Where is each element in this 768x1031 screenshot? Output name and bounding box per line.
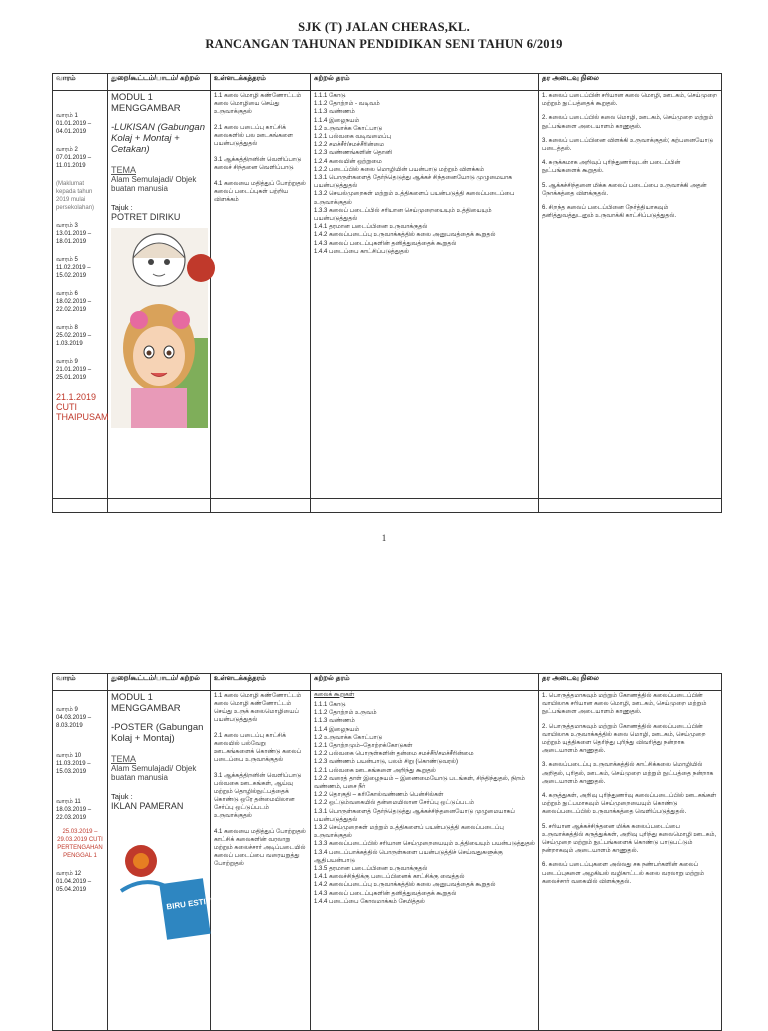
week-entry: வாரம் 9 04.03.2019 – 8.03.2019 bbox=[56, 707, 92, 729]
topic-value: IKLAN PAMERAN bbox=[111, 801, 184, 811]
learning-cell bbox=[311, 691, 539, 1031]
learning-item: 1.4.1 கலைச்சிந்திக்கு படைப்பினைக் காட்சிக்கு வைத்தல் bbox=[314, 874, 465, 881]
level-item: 3. கலைப் படைப்பினை விளக்கி உருவாக்குதல்; கற்பனையோடு படைத்தல். bbox=[542, 137, 713, 153]
level-item: 1. கலைப் படைப்பின் சரியான கலை மொழி, ஊடகம், செய்முறை மற்றும் நுட்பத்தைக் கூறுதல். bbox=[542, 93, 717, 108]
week-entry: வாரம் 10 11.03.2019 – 15.03.2019 bbox=[56, 753, 91, 775]
col-standard: உள்ளடக்கத்தரம் bbox=[211, 74, 311, 91]
learning-item: 1.4.2 கலைப்படைப்பு உருவாக்கத்தில் கலை அனுபவத்தைக் கூறுதல் bbox=[314, 882, 496, 889]
col-week: வாரம் bbox=[53, 674, 108, 691]
module-title: MODUL 1 MENGGAMBAR bbox=[111, 92, 181, 114]
learning-item: 1.3.5 தரமான படைப்பினை உருவாக்குதல் bbox=[314, 866, 428, 873]
learning-item: 1.4.2 கலைப்படைப்பு உருவாக்கத்தில் கலை அனுபவத்தைக் கூறுதல் bbox=[314, 232, 496, 239]
learning-item: 1.4.3 கலைப் படைப்புகளின் தனித்துவத்தைக் கூறுதல் bbox=[314, 240, 457, 247]
learning-item: 1.1.2 தோற்றம் உருவம் bbox=[314, 710, 377, 717]
learning-item: 1.2.1 தோற்றமும்–தோற்றக்கோடுகள் bbox=[314, 743, 413, 750]
module-subtitle: -LUKISAN (Gabungan Kolaj + Montaj + Cetakan) bbox=[111, 122, 205, 155]
week-cell bbox=[53, 691, 108, 1031]
col-unit: துறை/கூட்டம்/பாடம்/ கற்றல் bbox=[108, 74, 211, 91]
unit-cell bbox=[108, 91, 211, 499]
learning-item: 1.1.4 இழைநயம் bbox=[314, 117, 360, 124]
standard-item: 1.1 கலை மொழி கண்ணோட்டம் கலை மொழி கண்ணோட்டம் செய்து உருக் கலைமொழியைப் பயன்படுத்துதல் bbox=[214, 693, 302, 723]
school-title: SJK (T) JALAN CHERAS,KL. bbox=[298, 20, 470, 34]
standard-item: 3.1 ஆக்கத்திறனின் வெளிப்பாடு பல்வகை ஊடகங்கள், ஆய்வு மற்றும் தொழில்நுட்பத்தைக் கொண்டு ஒரே தன்மையிலான சேர்ப்பு ஒட்டுப்படம் உருவாக்குதல் bbox=[214, 773, 302, 819]
standard-item: 3.1 ஆக்கத்திறனின் வெளிப்பாடு கலைச் சிந்தனை வெளிப்பாடு bbox=[214, 157, 302, 171]
standard-item: 2.1 கலை படைப்பு காட்சிக் கலைகளில் பல ஊடகங்களை பயன்படுத்துதல் bbox=[214, 125, 294, 147]
learning-item: 1.2.2 தொகுதி – கரிகோல்வண்ணம் பென்சில்கள் bbox=[314, 792, 444, 799]
learning-item: 1.2.3 வண்ணங்களின் தொனி bbox=[314, 150, 393, 157]
learning-item: 1.3.1 பொருள்களைத் தேர்ந்தெடுத்து ஆக்கச் சிந்தனையோடு முழுமையாக பயன்படுத்துதல் bbox=[314, 175, 513, 190]
learning-item: 1.2.2 பல்வகை பொருள்களின் தன்மை சமச்சீர்/சமச்சீரின்மை bbox=[314, 751, 474, 758]
table-header-row bbox=[53, 74, 722, 91]
unit-cell bbox=[108, 691, 242, 1031]
col-week: வாரம் bbox=[53, 74, 108, 91]
holiday-note: 25.03.2019 – 29.03.2019 CUTI PERTENGAHAN PENGGAL 1 bbox=[57, 829, 103, 859]
learning-item: 1.3.3 கலைப்படைப்பில் சரியான செய்முறையையும் உத்தியையும் பயன்படுத்துதல் bbox=[314, 841, 535, 848]
week-entry: வாரம் 1 01.01.2019 – 04.01.2019 bbox=[56, 113, 92, 135]
learning-item: 1.2.3 வண்ணம் பயன்பாடு, பலம் சிறு (கொண்டுவரல்) bbox=[314, 759, 459, 766]
topic-label: Tajuk : bbox=[111, 203, 133, 212]
holiday-note: 21.1.2019 CUTI THAIPUSAM bbox=[56, 392, 109, 422]
week-entry: வாரம் 11 18.03.2019 – 22.03.2019 bbox=[56, 799, 92, 821]
level-item: 5. சரியான ஆக்கச்சிந்தனை மிக்க கலைப்படைப்பை உருவாக்கத்தில் கருத்துக்கள், அறிவு புரிந்து கலைமொழி ஊடகம், செய்முறை மற்றும் நுட்பங்களைக் கொண்டு பாடுபட்டும் நன்றாகவும் அடையாளம் காணுதல். bbox=[542, 823, 717, 855]
level-item: 2. கலைப் படைப்பில் கலை மொழி, ஊடகம், செய்முறை மற்றும் நுட்பங்களை அடையாளம் காணுதல். bbox=[542, 115, 714, 130]
theme-text: Alam Semulajadi/ Objek buatan manusia bbox=[111, 175, 197, 193]
learning-item: 1.3.1 பொருள்களைத் தேர்ந்தெடுத்து ஆக்கச்சிந்தனையோடு முழுமையாகப் பயன்படுத்துதல் bbox=[314, 808, 515, 823]
standard-item: 2.1 கலை படைப்பு காட்சிக் கலையில் பல்வேறு ஊடகங்களைக் கொண்டு கலைப் படைப்பை உருவாக்குதல் bbox=[214, 733, 302, 763]
level-cell bbox=[539, 691, 722, 1031]
theme-text: Alam Semulajadi/ Objek buatan manusia bbox=[111, 764, 197, 782]
week-entry: வாரம் 2 07.01.2019 – 11.01.2019 bbox=[56, 147, 92, 169]
topic-value: POTRET DIRIKU bbox=[111, 212, 181, 222]
learning-item: 1.2.2 படைப்பில் கலை மொழியின் பயன்பாடு மற்றும் விளக்கம் bbox=[314, 166, 485, 173]
learning-item: 1.2 உருவாக்க கோட்பாடு bbox=[314, 734, 383, 741]
learning-item: 1.4.3 கலைப் படைப்புகளின் தனித்துவத்தைக் கூறுதல் bbox=[314, 890, 457, 897]
level-cell bbox=[539, 91, 722, 499]
level-item: 6. கலைப் படைப்புகளை அல்லது சக நண்பர்களின் கலைப் படைப்புகளை அழகியல் வழிகாட்டல் கலை வரலாறு மற்றும் கலைச்சார் வகையில் விளக்குதல். bbox=[542, 862, 705, 885]
learning-item: 1.2.1 பல்வகை ஊடகங்களை அறிந்து கூறுதல் bbox=[314, 767, 436, 774]
level-item: 3. கலைப்படைப்பு உருவாக்கத்தில் காட்சிக்கலை மொழியில் அறிதல், புரிதல், ஊடகம், செய்முறை மற்றும் நுட்பத்தை நன்றாக அடையாளம் காணுதல். bbox=[542, 762, 714, 785]
learning-item: 1.2.2 வரைத் தாள் இழைநயம் – இணைமையோடு படங்கள், சிந்திந்துதல், நிறம் வண்ணம், பசை நீர் bbox=[314, 775, 525, 791]
learning-list bbox=[314, 701, 535, 906]
level-item: 1. பொருத்தமாகவும் மற்றும் கோணத்தில் கலைப்படைப்பின் வாயிலாக சரியான கலை மொழி, ஊடகம், செய்முறை மற்றும் நுட்பங்களை அடையாளம் காணுதல். bbox=[542, 693, 707, 716]
page-number: 1 bbox=[381, 533, 387, 543]
learning-item: 1.1.1 கோடு bbox=[314, 702, 346, 708]
learning-item: 1.1.3 வண்ணம் bbox=[314, 718, 355, 725]
theme-label: TEMA bbox=[111, 165, 137, 175]
learning-cell bbox=[311, 91, 539, 499]
standard-item: 1.1 கலை மொழி கண்ணோட்டம் கலை மொழியை செய்து உருவாக்குதல் bbox=[214, 93, 302, 115]
level-item: 6. சிறந்த கலைப் படைப்பினை நேர்த்தியாகவும் தனித்துவத்துடனும் உருவாக்கி காட்சிப்படுத்துதல். bbox=[542, 205, 676, 220]
standard-item: 4.1 கலையை மதித்துப் போற்றுதல் காட்சிக் கலைகளின் வரலாறு மற்றும் கலைச்சார் அடிப்படையில் கலைப் படைப்பை வரையறுத்து போற்றுதல் bbox=[214, 829, 306, 867]
col-learning: கற்றல் தரம் bbox=[311, 74, 539, 91]
col-learning: கற்றல் தரம் bbox=[311, 674, 539, 691]
poster-illustration bbox=[111, 821, 242, 939]
learning-item: 1.2.4 கலையின் ஒற்றுமை bbox=[314, 158, 382, 165]
plan-table-page1 bbox=[52, 73, 722, 513]
portrait-illustration bbox=[111, 228, 208, 428]
table-row-blank bbox=[53, 499, 722, 513]
learning-item: 1.4.4 படைப்பை காட்சிப்படுத்துதல் bbox=[314, 248, 409, 255]
learning-item: 1.1.2 தோற்றம் - வடிவம் bbox=[314, 101, 380, 108]
learning-item: 1.4.4 படைப்பை கோலமாக்கம் சேமித்தல் bbox=[314, 898, 425, 905]
topic-label: Tajuk : bbox=[111, 792, 133, 801]
learning-item: 1.3.2 செய்முறைகள் மற்றும் உத்திகளைப் பயன்படுத்தி கலைப்படைப்பு உருவாக்குதல் bbox=[314, 825, 504, 840]
col-unit: துறை/கூட்டம்/பாடம்/ கற்றல் bbox=[108, 674, 211, 691]
week-note: (Maklumat kepada tahun 2019 mulai persekolahan) bbox=[56, 181, 95, 211]
learning-item: 1.1.4 இழைநயம் bbox=[314, 726, 360, 733]
learning-item: 1.1.1 கோடு bbox=[314, 93, 346, 99]
level-item: 4. சுருக்கமாக அறிவுப் புரிந்துணர்வுடன் படைப்பின் நுட்பங்களைக் கூறுதல். bbox=[542, 160, 681, 175]
module-title: MODUL 1 MENGGAMBAR bbox=[111, 692, 181, 714]
plan-title: RANCANGAN TAHUNAN PENDIDIKAN SENI TAHUN 6/2019 bbox=[205, 37, 563, 51]
learning-item: 1.3.2 செயல்முறைகள் மற்றும் உத்திகளைப் பயன்படுத்தி கலைப்படைப்பை உருவாக்குதல் bbox=[314, 191, 515, 206]
level-item: 4. கருத்துகள், அறிவு புரிந்துணர்வு கலைப்படைப்பில் ஊடகங்கள் மற்றும் நுட்பமாகவும் செய்முறையையும் கொண்டு கலைப்படைப்பில் உருவாக்கத்தை வெளிப்படுத்துதல். bbox=[542, 793, 717, 816]
week-entry: வாரம் 3 13.01.2019 – 18.01.2019 bbox=[56, 223, 92, 245]
learning-item: 1.4.1 தரமான படைப்பினை உருவாக்குதல் bbox=[314, 224, 428, 231]
table-row bbox=[53, 691, 722, 1031]
week-entry: வாரம் 5 11.02.2019 – 15.02.2019 bbox=[56, 257, 91, 279]
learning-item: 1.2.2 ஒட்டும்வகையில் தன்மையிலான சேர்ப்பு ஒட்டுப்படம் bbox=[314, 800, 475, 807]
learning-heading: கலைக் கூறுகள் bbox=[314, 692, 355, 698]
week-entry: வாரம் 6 18.02.2019 – 22.02.2019 bbox=[56, 291, 92, 313]
level-item: 2. பொருத்தமாகவும் மற்றும் கோணத்தில் கலைப்படைப்பின் வாயிலாக உருவாக்கத்தில் கலை மொழி, ஊடகம், செய்முறை மற்றும் யுத்திகளை தெரிந்து புரிந்து விவரித்து நன்றாக அடையாளம் காணுதல். bbox=[542, 723, 706, 755]
standard-cell bbox=[211, 691, 311, 1031]
module-subtitle: -POSTER (Gabungan Kolaj + Montaj) bbox=[111, 722, 204, 744]
table-header-row bbox=[53, 674, 722, 691]
week-entry: வாரம் 12 01.04.2019 – 05.04.2019 bbox=[56, 871, 92, 893]
level-item: 5. ஆக்கச்சிந்தனை மிக்க கலைப் படைப்பை உருவாக்கி அதன் நோக்கத்தை விளக்குதல். bbox=[542, 182, 707, 197]
col-level: தர அடைவு நிலை bbox=[539, 74, 722, 91]
standard-cell bbox=[211, 91, 311, 499]
week-entry: வாரம் 9 21.01.2019 – 25.01.2019 bbox=[56, 359, 92, 381]
table-row bbox=[53, 91, 722, 499]
theme-label: TEMA bbox=[111, 754, 137, 764]
learning-item: 1.3.4 படைப்பாக்கத்தில் பொருள்களை பயன்படுத்திச் செய்வதுகளுக்கு ஆதிபயன்பாடு bbox=[314, 849, 503, 864]
learning-item: 1.2 உருவாக்க கோட்பாடு bbox=[314, 125, 383, 132]
col-level: தர அடைவு நிலை bbox=[539, 674, 722, 691]
week-entry: வாரம் 8 25.02.2019 – 1.03.2019 bbox=[56, 325, 92, 347]
week-cell bbox=[53, 91, 108, 499]
learning-item: 1.2.1 பல்வகை வடிவமைப்பு bbox=[314, 134, 392, 141]
poster-text: BIRU ESTIVAL 2019 bbox=[165, 892, 242, 912]
learning-item: 1.3.3 கலைப் படைப்பில் சரியான செய்முறையையும் உத்தியையும் பயன்படுத்துதல் bbox=[314, 207, 492, 223]
learning-item: 1.2.2 சமச்சீர்/சமச்சீரின்மை bbox=[314, 142, 385, 149]
learning-item: 1.1.3 வண்ணம் bbox=[314, 109, 355, 116]
plan-table-page2 bbox=[52, 673, 722, 1031]
standard-item: 4.1 கலையை மதித்துப் போற்றுதல் கலைப் படைப்புகள் பற்றிய விளக்கம் bbox=[214, 181, 306, 203]
col-standard: உள்ளடக்கத்தரம் bbox=[211, 674, 311, 691]
